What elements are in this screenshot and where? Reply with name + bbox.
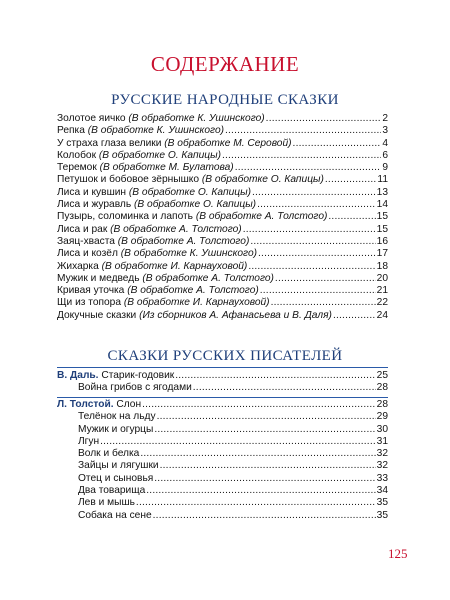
toc-entry[interactable]	[57, 125, 388, 137]
entry-page-number: 14	[376, 199, 388, 211]
entry-title: Лиса и журавль	[57, 199, 132, 211]
entry-page-number: 35	[376, 497, 388, 509]
entry-note: (В обработке А. Толстого)	[127, 285, 259, 297]
toc-entry[interactable]	[57, 187, 388, 199]
entry-title: Зайцы и лягушки	[78, 460, 159, 472]
dot-leader	[140, 448, 375, 460]
entry-note: (В обработке А. Толстого)	[117, 235, 250, 247]
dot-leader	[160, 460, 376, 472]
toc-list-russian-writers	[57, 370, 388, 395]
entry-page-number: 18	[376, 260, 388, 272]
entry-page-number: 28	[376, 399, 388, 410]
entry-page-number: 17	[376, 248, 388, 260]
entry-note: (В обработке О. Капицы)	[128, 186, 251, 198]
toc-entry[interactable]	[57, 236, 388, 248]
entry-page-number: 31	[376, 435, 388, 447]
dot-leader	[271, 297, 376, 309]
toc-entry[interactable]	[57, 382, 388, 394]
entry-title: Телёнок на льду	[78, 411, 156, 423]
dot-leader	[153, 510, 376, 522]
section-heading-russian-writers: СКАЗКИ РУССКИХ ПИСАТЕЛЕЙ	[107, 348, 343, 364]
dot-leader	[266, 113, 382, 125]
entry-title: Кривая уточка	[57, 285, 125, 297]
section-heading-folk-tales: РУССКИЕ НАРОДНЫЕ СКАЗКИ	[111, 92, 339, 108]
entry-page-number: 11	[377, 174, 388, 186]
entry-page-number: 15	[376, 223, 388, 235]
entry-note: (В обработке К. Ушинского)	[120, 248, 258, 260]
entry-page-number: 32	[376, 448, 388, 460]
toc-entry[interactable]	[57, 424, 388, 436]
entry-page-number: 13	[376, 186, 388, 198]
toc-entry[interactable]	[57, 261, 388, 273]
entry-page-number: 30	[376, 423, 388, 435]
dot-leader	[235, 162, 382, 174]
entry-page-number: 15	[376, 211, 388, 223]
toc-entry[interactable]	[57, 448, 388, 460]
dot-leader	[154, 473, 375, 485]
toc-entry[interactable]	[57, 199, 388, 211]
entry-page-number: 32	[376, 460, 388, 472]
dot-leader	[250, 236, 375, 248]
toc-entry[interactable]	[57, 473, 388, 485]
dot-leader	[252, 187, 376, 199]
entry-note: (В обработке О. Капицы)	[134, 199, 257, 211]
dot-leader	[146, 485, 375, 497]
entry-title: Репка	[57, 125, 85, 137]
entry-page-number: 35	[376, 509, 388, 521]
entry-note: (В обработке К. Ушинского)	[87, 125, 224, 137]
entry-page-number: 33	[376, 472, 388, 484]
dot-leader	[260, 285, 376, 297]
toc-entry[interactable]	[57, 310, 388, 322]
toc-entry[interactable]	[57, 399, 388, 411]
dot-leader	[293, 138, 382, 150]
entry-page-number: 21	[376, 285, 388, 297]
toc-entry[interactable]	[57, 297, 388, 309]
entry-note: (В обработке И. Карнауховой)	[123, 297, 270, 309]
entry-title: Лев и мышь	[78, 497, 135, 509]
entry-title: Петушок и бобовое зёрнышко	[57, 174, 199, 186]
entry-title: Заяц-хваста	[57, 235, 115, 247]
entry-title: Отец и сыновья	[78, 472, 154, 484]
dot-leader	[175, 370, 375, 382]
toc-entry[interactable]	[57, 460, 388, 472]
toc-entry[interactable]	[57, 411, 388, 423]
dot-leader	[275, 273, 376, 285]
entry-title: Война грибов с ягодами	[78, 382, 192, 394]
toc-entry[interactable]	[57, 285, 388, 297]
entry-page-number: 16	[376, 235, 388, 247]
entry-note: (В обработке К. Ушинского)	[128, 113, 265, 124]
toc-entry[interactable]	[57, 510, 388, 522]
toc-entry[interactable]	[57, 436, 388, 448]
entry-page-number: 34	[376, 485, 388, 497]
dot-leader	[222, 150, 381, 162]
entry-page-number: 2	[382, 113, 388, 124]
entry-title: Слон	[116, 399, 142, 410]
page-title: СОДЕРЖАНИЕ	[150, 52, 300, 76]
entry-page-number: 9	[382, 162, 388, 174]
entry-page-number: 28	[376, 382, 388, 394]
toc-entry[interactable]	[57, 485, 388, 497]
dot-leader	[100, 436, 376, 448]
dot-leader	[154, 424, 375, 436]
entry-page-number: 6	[382, 149, 388, 161]
toc-entry[interactable]	[57, 224, 388, 236]
entry-title: Два товарища	[78, 485, 146, 497]
entry-title: Пузырь, соломинка и лапоть	[57, 211, 193, 223]
entry-title: Докучные сказки	[57, 309, 137, 321]
entry-title: Старик-годовик	[101, 370, 175, 381]
entry-page-number: 24	[376, 309, 388, 321]
dot-leader	[193, 382, 376, 394]
toc-list-tolstoy	[57, 399, 388, 522]
dot-leader	[258, 248, 376, 260]
entry-title: Жихарка	[57, 260, 99, 272]
toc-entry[interactable]	[57, 248, 388, 260]
toc-entry[interactable]	[57, 138, 388, 150]
section-divider	[57, 397, 388, 398]
entry-note: (В обработке О. Капицы)	[201, 174, 324, 186]
dot-leader	[225, 125, 381, 137]
entry-note: (В обработке А. Толстого)	[195, 211, 328, 223]
entry-title: Лиса и рак	[57, 223, 108, 235]
toc-entry[interactable]	[57, 497, 388, 509]
toc-entry[interactable]	[57, 162, 388, 174]
entry-note: (В обработке А. Толстого)	[110, 223, 242, 235]
author-name: Л. Толстой.	[57, 399, 114, 410]
entry-note: (В обработке М. Булатова)	[99, 162, 234, 174]
entry-page-number: 25	[376, 370, 388, 381]
toc-entry[interactable]	[57, 370, 388, 382]
entry-title: Мужик и огурцы	[78, 423, 154, 435]
page-number: 125	[388, 546, 408, 561]
dot-leader	[248, 261, 375, 273]
entry-page-number: 22	[376, 297, 388, 309]
entry-note: (В обработке М. Серовой)	[164, 137, 292, 149]
toc-entry[interactable]	[57, 150, 388, 162]
entry-title: Лиса и кувшин	[57, 186, 127, 198]
toc-entry[interactable]	[57, 174, 388, 186]
dot-leader	[257, 199, 376, 211]
entry-title: Теремок	[57, 162, 97, 174]
entry-note: (В обработке А. Толстого)	[142, 272, 274, 284]
dot-leader	[142, 399, 376, 411]
dot-leader	[325, 174, 377, 186]
entry-note: (Из сборников А. Афанасьева и В. Даля)	[139, 309, 332, 321]
entry-page-number: 3	[382, 125, 388, 137]
toc-entry[interactable]	[57, 273, 388, 285]
toc-entry[interactable]	[57, 113, 388, 125]
entry-title: Волк и белка	[78, 448, 140, 460]
dot-leader	[333, 310, 376, 322]
entry-note: (В обработке И. Карнауховой)	[101, 260, 248, 272]
entry-page-number: 29	[376, 411, 388, 423]
entry-title: Собака на сене	[78, 509, 152, 521]
dot-leader	[243, 224, 376, 236]
entry-title: Золотое яичко	[57, 113, 126, 124]
entry-page-number: 4	[382, 137, 388, 149]
entry-title: Лгун	[78, 435, 100, 447]
dot-leader	[328, 211, 375, 223]
author-name: В. Даль.	[57, 370, 99, 381]
entry-title: Колобок	[57, 149, 97, 161]
entry-note: (В обработке О. Капицы)	[98, 149, 221, 161]
entry-title: У страха глаза велики	[57, 137, 162, 149]
entry-title: Щи из топора	[57, 297, 121, 309]
section-divider	[57, 367, 388, 368]
toc-list-folk-tales	[57, 113, 388, 322]
entry-title: Мужик и медведь	[57, 272, 140, 284]
entry-page-number: 20	[376, 272, 388, 284]
entry-title: Лиса и козёл	[57, 248, 118, 260]
toc-entry[interactable]	[57, 211, 388, 223]
dot-leader	[157, 411, 376, 423]
dot-leader	[136, 497, 376, 509]
